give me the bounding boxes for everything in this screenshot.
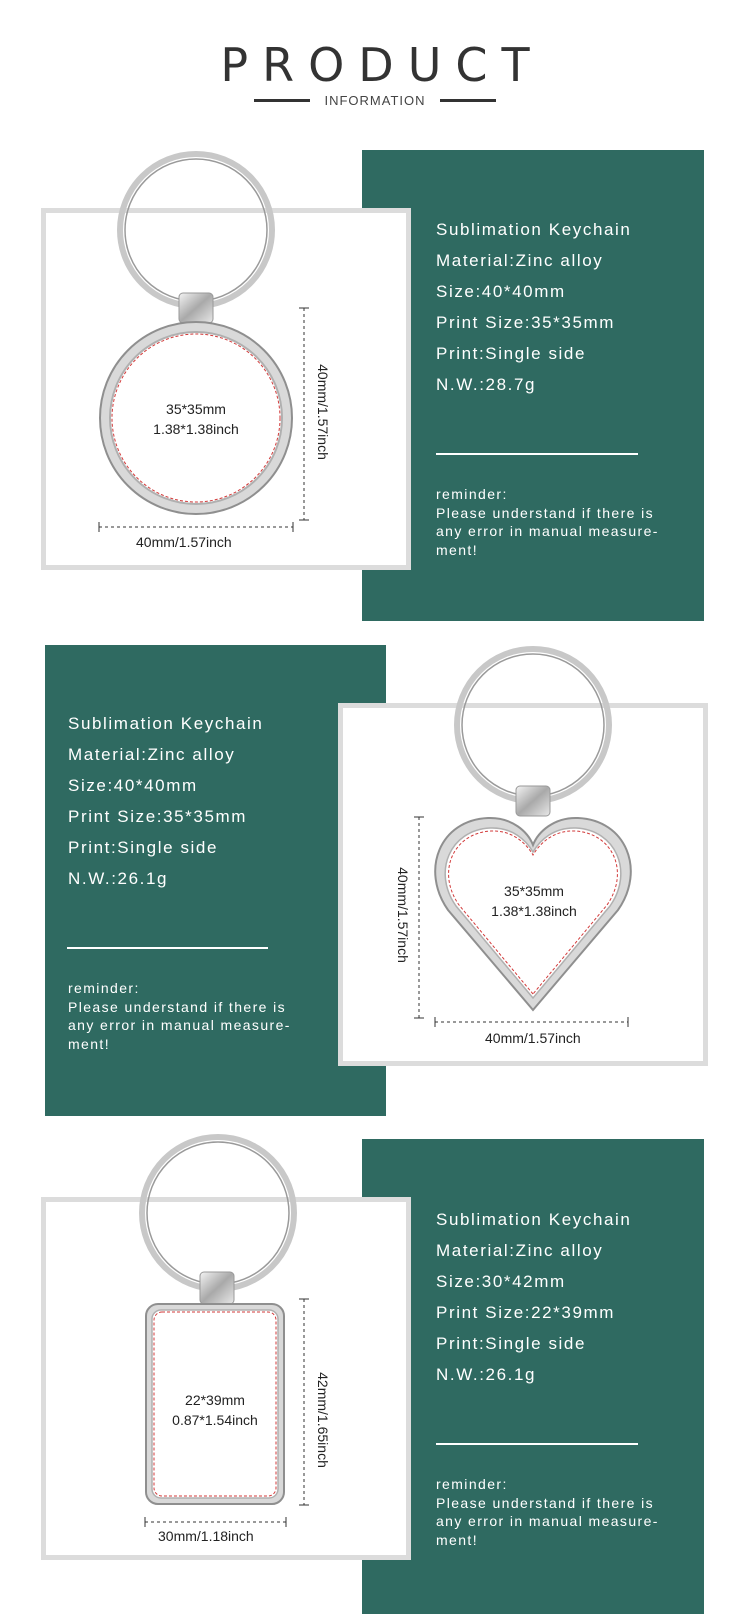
spec-name: Sublimation Keychain	[436, 220, 632, 239]
print-size-mm: 35*35mm	[504, 883, 564, 899]
spec-print: Print:Single side	[68, 838, 219, 857]
spec-print-size: Print Size:22*39mm	[436, 1303, 616, 1322]
spec-print-size: Print Size:35*35mm	[436, 313, 616, 332]
width-dimension-label: 30mm/1.18inch	[158, 1528, 254, 1544]
reminder-line: any error in manual measure-	[436, 523, 659, 539]
print-size-inch: 1.38*1.38inch	[153, 421, 239, 437]
reminder-line: any error in manual measure-	[436, 1513, 659, 1529]
reminder-line: Please understand if there is	[436, 1494, 655, 1511]
spec-material: Material:Zinc alloy	[68, 745, 236, 764]
print-size-mm: 35*35mm	[166, 401, 226, 417]
ring-clasp-icon	[200, 1272, 234, 1304]
height-dimension-label: 40mm/1.57inch	[315, 364, 331, 460]
print-size-mm: 22*39mm	[185, 1392, 245, 1408]
width-dimension-label: 40mm/1.57inch	[485, 1030, 581, 1046]
reminder-line: ment!	[436, 541, 479, 558]
spec-size: Size:30*42mm	[436, 1272, 566, 1291]
spec-material: Material:Zinc alloy	[436, 251, 604, 270]
reminder-label: reminder:	[436, 1476, 508, 1492]
reminder-line: ment!	[436, 1531, 479, 1548]
reminder-line: Please understand if there is	[68, 998, 287, 1015]
spec-size: Size:40*40mm	[68, 776, 198, 795]
page-title: PRODUCT	[220, 38, 544, 92]
spec-weight: N.W.:26.1g	[68, 869, 169, 888]
height-dimension-label: 42mm/1.65inch	[315, 1372, 331, 1468]
spec-weight: N.W.:28.7g	[436, 375, 537, 394]
spec-print-size: Print Size:35*35mm	[68, 807, 248, 826]
reminder-line: Please understand if there is	[436, 504, 655, 521]
spec-name: Sublimation Keychain	[68, 714, 264, 733]
reminder-label: reminder:	[436, 486, 508, 502]
spec-name: Sublimation Keychain	[436, 1210, 632, 1229]
height-dimension-label: 40mm/1.57inch	[395, 867, 411, 963]
spec-print: Print:Single side	[436, 344, 587, 363]
spec-material: Material:Zinc alloy	[436, 1241, 604, 1260]
spec-print: Print:Single side	[436, 1334, 587, 1353]
reminder-line: any error in manual measure-	[68, 1017, 291, 1033]
spec-size: Size:40*40mm	[436, 282, 566, 301]
print-size-inch: 1.38*1.38inch	[491, 903, 577, 919]
print-size-label	[155, 1390, 275, 1430]
page-subtitle: INFORMATION	[324, 93, 426, 109]
reminder-line: ment!	[68, 1035, 111, 1052]
reminder-label: reminder:	[68, 980, 140, 996]
key-ring-icon	[142, 1137, 294, 1289]
spec-weight: N.W.:26.1g	[436, 1365, 537, 1384]
width-dimension-label: 40mm/1.57inch	[136, 534, 232, 550]
print-size-inch: 0.87*1.54inch	[172, 1412, 258, 1428]
